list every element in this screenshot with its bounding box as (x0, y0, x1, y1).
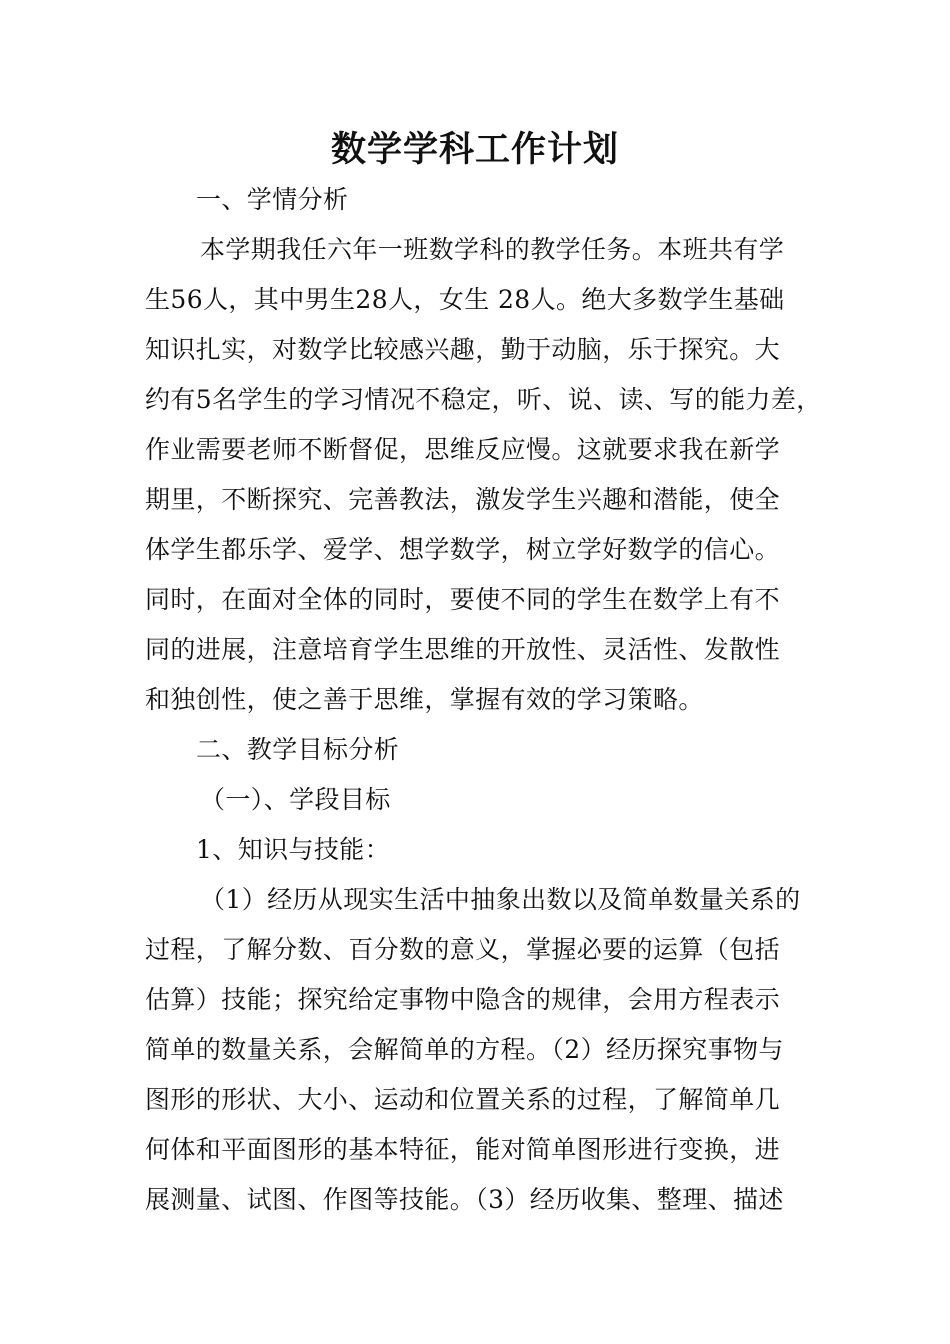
paragraph-line: 生56人，其中男生28人，女生 28人。绝大多数学生基础 (145, 285, 785, 314)
paragraph-line: （1）经历从现实生活中抽象出数以及简单数量关系的 (200, 885, 801, 914)
item-heading: 1、知识与技能： (196, 835, 391, 864)
paragraph-line: 期里，不断探究、完善教法，激发学生兴趣和潜能，使全 (145, 485, 781, 514)
subsection-heading: （一）、学段目标 (200, 785, 391, 814)
paragraph-line: 约有5名学生的学习情况不稳定，听、说、读、写的能力差， (145, 385, 822, 414)
paragraph-line: 何体和平面图形的基本特征，能对简单图形进行变换，进 (145, 1135, 781, 1164)
paragraph-line: 作业需要老师不断督促，思维反应慢。这就要求我在新学 (145, 435, 781, 464)
paragraph-line: 本学期我任六年一班数学科的教学任务。本班共有学 (200, 235, 785, 264)
section-heading-2: 二、教学目标分析 (196, 735, 400, 764)
paragraph-line: 展测量、试图、作图等技能。（3）经历收集、整理、描述 (145, 1185, 784, 1214)
section-heading-1: 一、学情分析 (196, 185, 349, 214)
paragraph-line: 同的进展，注意培育学生思维的开放性、灵活性、发散性 (145, 635, 781, 664)
paragraph-line: 和独创性，使之善于思维，掌握有效的学习策略。 (145, 685, 704, 714)
paragraph-line: 图形的形状、大小、运动和位置关系的过程，了解简单几 (145, 1085, 781, 1114)
paragraph-line: 估算）技能；探究给定事物中隐含的规律，会用方程表示 (145, 985, 781, 1014)
page-title: 数学学科工作计划 (330, 130, 619, 170)
paragraph-line: 同时，在面对全体的同时，要使不同的学生在数学上有不 (145, 585, 781, 614)
paragraph-line: 知识扎实，对数学比较感兴趣，勤于动脑，乐于探究。大 (145, 335, 781, 364)
paragraph-line: 过程，了解分数、百分数的意义，掌握必要的运算（包括 (145, 935, 781, 964)
paragraph-line: 简单的数量关系，会解简单的方程。（2）经历探究事物与 (145, 1035, 784, 1064)
paragraph-line: 体学生都乐学、爱学、想学数学，树立学好数学的信心。 (145, 535, 781, 564)
